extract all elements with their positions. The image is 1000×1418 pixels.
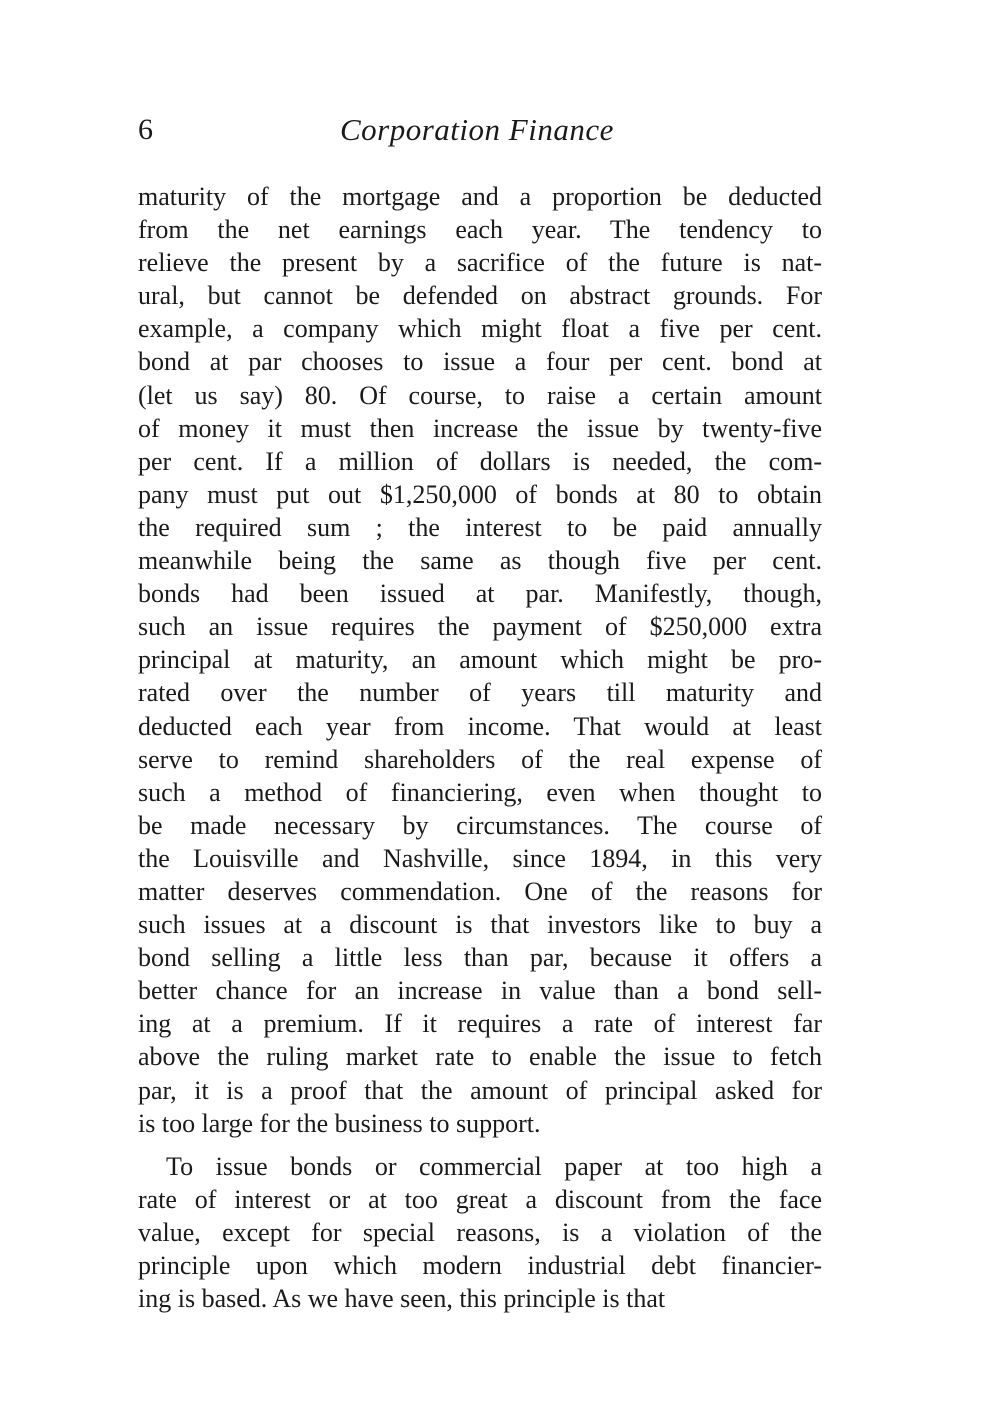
text-line: above the ruling market rate to enable the issue to fetch [138,1042,822,1072]
text-line: be made necessary by circumstances. The course of [138,810,822,840]
text-line: from the net earnings each year. The tendency to [138,215,822,245]
text-line: maturity of the mortgage and a proportion be deducted [138,182,822,211]
paragraph-1 [138,180,822,1140]
text-line: such a method of financiering, even when thought to [138,777,822,807]
text-line: deducted each year from income. That would at least [138,711,822,741]
text-line: pany must put out $1,250,000 of bonds at 80 to obtain [138,479,822,509]
text-line: par, it is a proof that the amount of principal asked for [138,1075,822,1105]
text-line: example, a company which might float a five per cent. [138,314,822,344]
text-line: principle upon which modern industrial debt financier- [138,1251,822,1280]
text-line: serve to remind shareholders of the real expense of [138,744,822,774]
text-line: such an issue requires the payment of $250,000 extra [138,612,822,642]
paragraph-2 [138,1150,822,1315]
text-line: matter deserves commendation. One of the reasons for [138,876,822,906]
text-line: the Louisville and Nashville, since 1894, in this very [138,843,822,873]
text-line: the required sum ; the interest to be paid annually [138,512,822,542]
text-line: such issues at a discount is that investors like to buy a [138,910,822,940]
text-line: bond at par chooses to issue a four per cent. bond at [138,347,822,377]
paragraph-gap [138,1140,822,1150]
text-line: relieve the present by a sacrifice of the future is nat- [138,248,822,278]
text-line: To issue bonds or commercial paper at too high a [166,1151,822,1181]
text-line: bond selling a little less than par, because it offers a [138,943,822,973]
text-line: principal at maturity, an amount which might be pro- [138,645,822,675]
text-line: per cent. If a million of dollars is needed, the com- [138,446,822,476]
text-line: (let us say) 80. Of course, to raise a certain amount [138,380,822,410]
text-line: of money it must then increase the issue by twenty-five [138,413,822,443]
text-line: rated over the number of years till maturity and [138,678,822,708]
running-head [138,108,822,152]
running-title: Corporation Finance [340,112,614,147]
text-line: rate of interest or at too great a discount from the face [138,1184,822,1214]
body-text [138,180,822,1315]
text-line: ing is based. As we have seen, this principle is that [138,1284,666,1314]
text-line: ing at a premium. If it requires a rate of interest far [138,1009,822,1039]
text-line: better chance for an increase in value than a bond sell- [138,976,822,1006]
text-line: value, except for special reasons, is a violation of the [138,1217,822,1247]
text-line: ural, but cannot be defended on abstract grounds. For [138,281,822,311]
text-line: bonds had been issued at par. Manifestly, though, [138,579,822,609]
text-line: is too large for the business to support. [138,1108,541,1138]
text-line: meanwhile being the same as though five per cent. [138,546,822,576]
page-number: 6 [138,113,153,146]
